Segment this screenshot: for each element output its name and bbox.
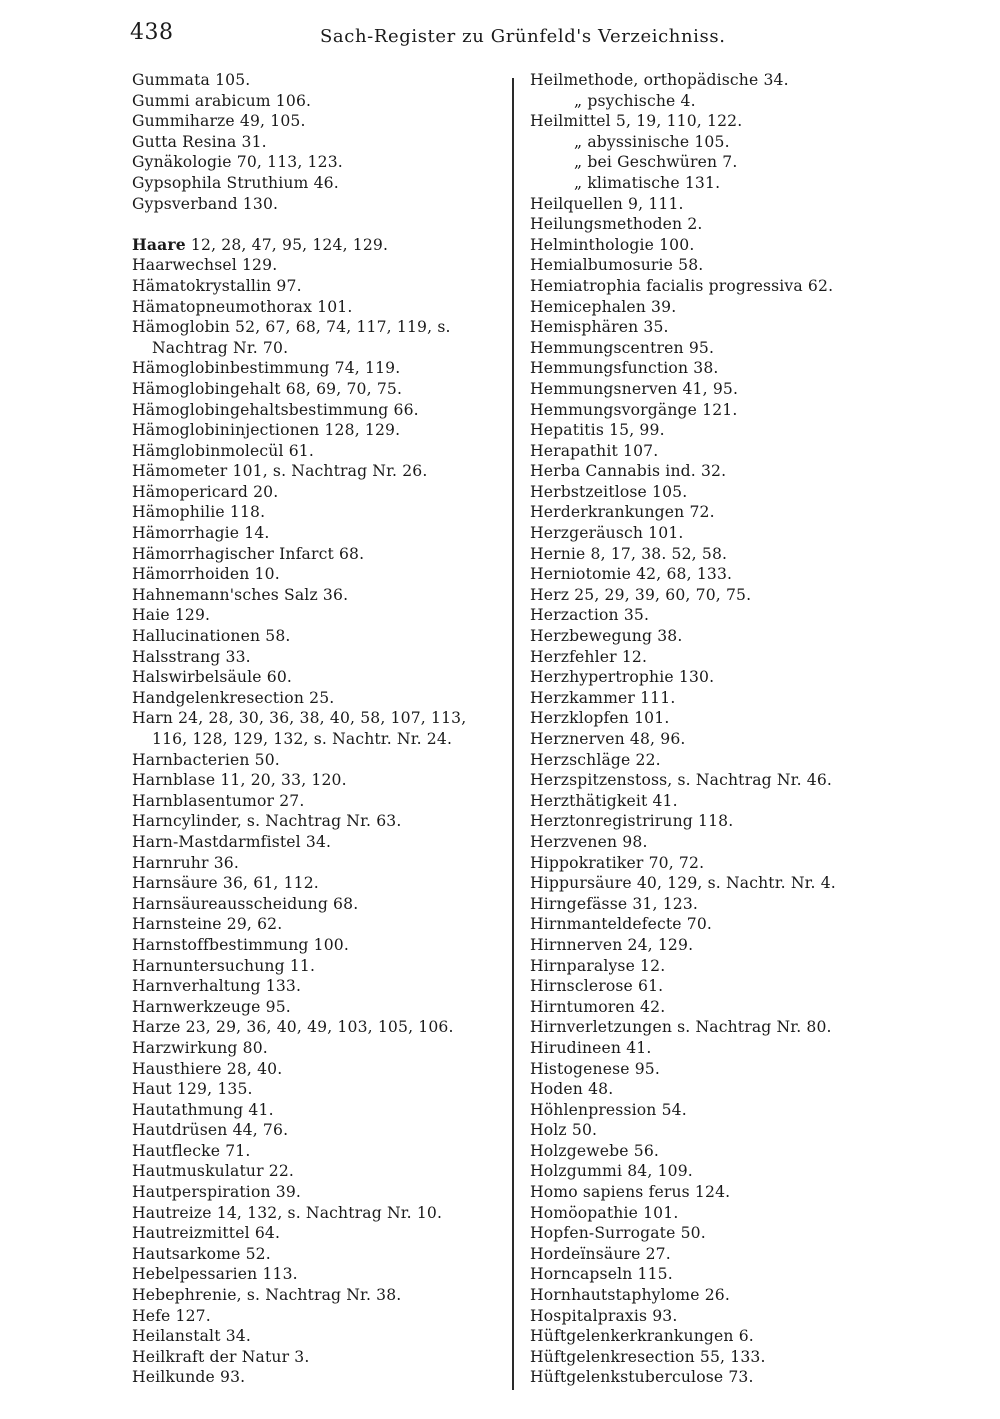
index-entry: Hämopericard 20. bbox=[132, 482, 279, 501]
index-entry: Hippursäure 40, 129, s. Nachtr. Nr. 4. bbox=[530, 874, 836, 893]
index-entry: Gutta Resina 31. bbox=[132, 132, 267, 151]
index-entry: Holz 50. bbox=[530, 1121, 598, 1140]
index-entry: Harn 24, 28, 30, 36, 38, 40, 58, 107, 113, bbox=[132, 709, 467, 728]
index-entry-pages: 12, 28, 47, 95, 124, 129. bbox=[185, 235, 389, 254]
index-entry: Hämglobinmolecül 61. bbox=[132, 441, 314, 460]
index-entry: Hirnparalyse 12. bbox=[530, 956, 666, 975]
index-entry: Haut 129, 135. bbox=[132, 1080, 253, 1099]
index-entry: Herapathit 107. bbox=[530, 441, 659, 460]
index-entry: Hämorrhoiden 10. bbox=[132, 565, 280, 584]
index-entry: Hautmuskulatur 22. bbox=[132, 1162, 295, 1181]
index-entry: Herzfehler 12. bbox=[530, 647, 648, 666]
index-entry: Harncylinder, s. Nachtrag Nr. 63. bbox=[132, 812, 402, 831]
index-entry: Hirnverletzungen s. Nachtrag Nr. 80. bbox=[530, 1018, 832, 1037]
index-entry: Homöopathie 101. bbox=[530, 1203, 679, 1222]
index-entry: Hüftgelenkstuberculose 73. bbox=[530, 1368, 754, 1387]
index-entry: Hämometer 101, s. Nachtrag Nr. 26. bbox=[132, 462, 428, 481]
index-entry: Hautsarkome 52. bbox=[132, 1244, 271, 1263]
page-number: 438 bbox=[130, 20, 174, 45]
index-entry: Herzbewegung 38. bbox=[530, 627, 683, 646]
running-head: Sach-Register zu Grünfeld's Verzeichniss. bbox=[320, 26, 726, 47]
index-entry: Hemiatrophia facialis progressiva 62. bbox=[530, 276, 834, 295]
index-entry: Gummi arabicum 106. bbox=[132, 91, 312, 110]
index-entry: Hautperspiration 39. bbox=[132, 1183, 302, 1202]
index-entry: Herzkammer 111. bbox=[530, 688, 676, 707]
index-entry: Hemialbumosurie 58. bbox=[530, 256, 704, 275]
index-entry: Hirngefässe 31, 123. bbox=[530, 894, 699, 913]
index-entry: Heilmittel 5, 19, 110, 122. bbox=[530, 112, 743, 131]
index-entry: Herbstzeitlose 105. bbox=[530, 482, 688, 501]
index-entry: Hautreizmittel 64. bbox=[132, 1224, 281, 1243]
index-column-left bbox=[132, 70, 512, 1388]
index-entry: Nachtrag Nr. 70. bbox=[152, 338, 289, 357]
index-entry: Hämoglobingehalt 68, 69, 70, 75. bbox=[132, 379, 403, 398]
index-entry: Herztonregistrirung 118. bbox=[530, 812, 734, 831]
index-entry: Hepatitis 15, 99. bbox=[530, 421, 665, 440]
index-column-right bbox=[530, 70, 880, 1388]
index-entry: Herzthätigkeit 41. bbox=[530, 791, 678, 810]
index-entry: Heilanstalt 34. bbox=[132, 1327, 251, 1346]
index-entry: Heilungsmethoden 2. bbox=[530, 215, 703, 234]
index-entry: Heilkraft der Natur 3. bbox=[132, 1347, 310, 1366]
index-entry: Hämoglobin 52, 67, 68, 74, 117, 119, s. bbox=[132, 318, 451, 337]
index-entry: Harnblasentumor 27. bbox=[132, 791, 305, 810]
index-entry: Hirudineen 41. bbox=[530, 1038, 652, 1057]
index-entry: „ bei Geschwüren 7. bbox=[574, 153, 738, 172]
index-entry: Hefe 127. bbox=[132, 1306, 211, 1325]
index-entry: Herderkrankungen 72. bbox=[530, 503, 715, 522]
index-entry: Hemmungsnerven 41, 95. bbox=[530, 379, 739, 398]
index-entry: Herniotomie 42, 68, 133. bbox=[530, 565, 733, 584]
index-entry: Hemmungsvorgänge 121. bbox=[530, 400, 738, 419]
index-entry: Herzgeräusch 101. bbox=[530, 524, 684, 543]
index-entry: Heilquellen 9, 111. bbox=[530, 194, 684, 213]
index-entry: „ abyssinische 105. bbox=[574, 132, 730, 151]
index-entry: Herzvenen 98. bbox=[530, 832, 648, 851]
index-entry: Herz 25, 29, 39, 60, 70, 75. bbox=[530, 585, 752, 604]
column-divider bbox=[512, 78, 514, 1390]
index-entry: Histogenese 95. bbox=[530, 1059, 660, 1078]
index-entry: Hämatokrystallin 97. bbox=[132, 276, 302, 295]
index-entry: Horncapseln 115. bbox=[530, 1265, 673, 1284]
index-entry: Harnwerkzeuge 95. bbox=[132, 997, 291, 1016]
index-entry: Halswirbelsäule 60. bbox=[132, 668, 293, 687]
index-entry: Hirnsclerose 61. bbox=[530, 977, 664, 996]
index-entry: Hippokratiker 70, 72. bbox=[530, 853, 705, 872]
index-entry: Harnstoffbestimmung 100. bbox=[132, 935, 349, 954]
index-entry: „ psychische 4. bbox=[574, 91, 696, 110]
index-entry: Hospitalpraxis 93. bbox=[530, 1306, 678, 1325]
index-entry: Gummata 105. bbox=[132, 71, 251, 89]
index-entry: Harze 23, 29, 36, 40, 49, 103, 105, 106. bbox=[132, 1018, 454, 1037]
index-entry: Hebelpessarien 113. bbox=[132, 1265, 298, 1284]
index-entry: Herzaction 35. bbox=[530, 606, 650, 625]
section-gap bbox=[132, 214, 512, 235]
index-entry: Herzhypertrophie 130. bbox=[530, 668, 715, 687]
index-entry: Hausthiere 28, 40. bbox=[132, 1059, 283, 1078]
index-entry: Hirnnerven 24, 129. bbox=[530, 935, 694, 954]
index-entry: Homo sapiens ferus 124. bbox=[530, 1183, 731, 1202]
index-entry: Hahnemann'sches Salz 36. bbox=[132, 585, 349, 604]
index-entry: Hautreize 14, 132, s. Nachtrag Nr. 10. bbox=[132, 1203, 443, 1222]
index-entry: Hordeïnsäure 27. bbox=[530, 1244, 671, 1263]
index-entry: Helminthologie 100. bbox=[530, 235, 695, 254]
index-entry: Herba Cannabis ind. 32. bbox=[530, 462, 727, 481]
index-entry: Höhlenpression 54. bbox=[530, 1100, 687, 1119]
index-entry: Heilkunde 93. bbox=[132, 1368, 246, 1387]
index-entry: Handgelenkresection 25. bbox=[132, 688, 335, 707]
index-entry: Gypsophila Struthium 46. bbox=[132, 173, 339, 192]
index-entry: Hämoglobingehaltsbestimmung 66. bbox=[132, 400, 419, 419]
index-entry: Herzschläge 22. bbox=[530, 750, 661, 769]
index-entry: Haarwechsel 129. bbox=[132, 256, 278, 275]
index-entry: Harn-Mastdarmfistel 34. bbox=[132, 832, 332, 851]
index-entry: Hallucinationen 58. bbox=[132, 627, 291, 646]
index-entry: Hernie 8, 17, 38. 52, 58. bbox=[530, 544, 728, 563]
index-entry: Hämoglobininjectionen 128, 129. bbox=[132, 421, 401, 440]
index-entry: Gummiharze 49, 105. bbox=[132, 112, 306, 131]
index-entry: Harnblase 11, 20, 33, 120. bbox=[132, 771, 347, 790]
index-entry: Herzklopfen 101. bbox=[530, 709, 670, 728]
index-entry: Halsstrang 33. bbox=[132, 647, 251, 666]
index-entry: Hämoglobinbestimmung 74, 119. bbox=[132, 359, 401, 378]
index-entry: Harnruhr 36. bbox=[132, 853, 239, 872]
index-entry: Hämorrhagie 14. bbox=[132, 524, 270, 543]
index-entry: Herzspitzenstoss, s. Nachtrag Nr. 46. bbox=[530, 771, 833, 790]
index-entry: Harnverhaltung 133. bbox=[132, 977, 302, 996]
index-entry: Haie 129. bbox=[132, 606, 211, 625]
index-entry: Hämophilie 118. bbox=[132, 503, 266, 522]
index-entry: Hoden 48. bbox=[530, 1080, 614, 1099]
index-entry: Hautdrüsen 44, 76. bbox=[132, 1121, 289, 1140]
index-entry: Hopfen-Surrogate 50. bbox=[530, 1224, 706, 1243]
index-entry bbox=[132, 235, 512, 256]
index-entry: Hämorrhagischer Infarct 68. bbox=[132, 544, 365, 563]
index-entry: Harnsteine 29, 62. bbox=[132, 915, 283, 934]
index-entry: Harnbacterien 50. bbox=[132, 750, 280, 769]
index-entry: Hautflecke 71. bbox=[132, 1141, 251, 1160]
index-entry: Hornhautstaphylome 26. bbox=[530, 1286, 730, 1305]
index-entry: Holzgewebe 56. bbox=[530, 1141, 660, 1160]
index-entry: Harnsäureausscheidung 68. bbox=[132, 894, 359, 913]
index-entry: 116, 128, 129, 132, s. Nachtr. Nr. 24. bbox=[152, 730, 453, 748]
index-entry: Herznerven 48, 96. bbox=[530, 730, 686, 748]
index-entry: Hüftgelenkerkrankungen 6. bbox=[530, 1327, 754, 1346]
index-entry: Hemmungscentren 95. bbox=[530, 338, 715, 357]
index-entry: Gypsverband 130. bbox=[132, 194, 279, 213]
index-entry: Harnuntersuchung 11. bbox=[132, 956, 316, 975]
index-entry: Hirnmanteldefecte 70. bbox=[530, 915, 713, 934]
index-entry: Hämatopneumothorax 101. bbox=[132, 297, 353, 316]
index-entry: Harzwirkung 80. bbox=[132, 1038, 268, 1057]
index-entry: Hautathmung 41. bbox=[132, 1100, 274, 1119]
index-entry: Holzgummi 84, 109. bbox=[530, 1162, 693, 1181]
index-entry: Hebephrenie, s. Nachtrag Nr. 38. bbox=[132, 1286, 402, 1305]
index-entry: Hemisphären 35. bbox=[530, 318, 669, 337]
index-entry: Harnsäure 36, 61, 112. bbox=[132, 874, 319, 893]
index-entry: Hirntumoren 42. bbox=[530, 997, 666, 1016]
index-entry: Hüftgelenkresection 55, 133. bbox=[530, 1347, 766, 1366]
index-entry: Hemmungsfunction 38. bbox=[530, 359, 719, 378]
index-entry: Heilmethode, orthopädische 34. bbox=[530, 71, 789, 89]
index-entry: Gynäkologie 70, 113, 123. bbox=[132, 153, 343, 172]
index-entry: Hemicephalen 39. bbox=[530, 297, 677, 316]
index-entry-head: Haare bbox=[132, 234, 186, 254]
index-entry: „ klimatische 131. bbox=[574, 173, 721, 192]
